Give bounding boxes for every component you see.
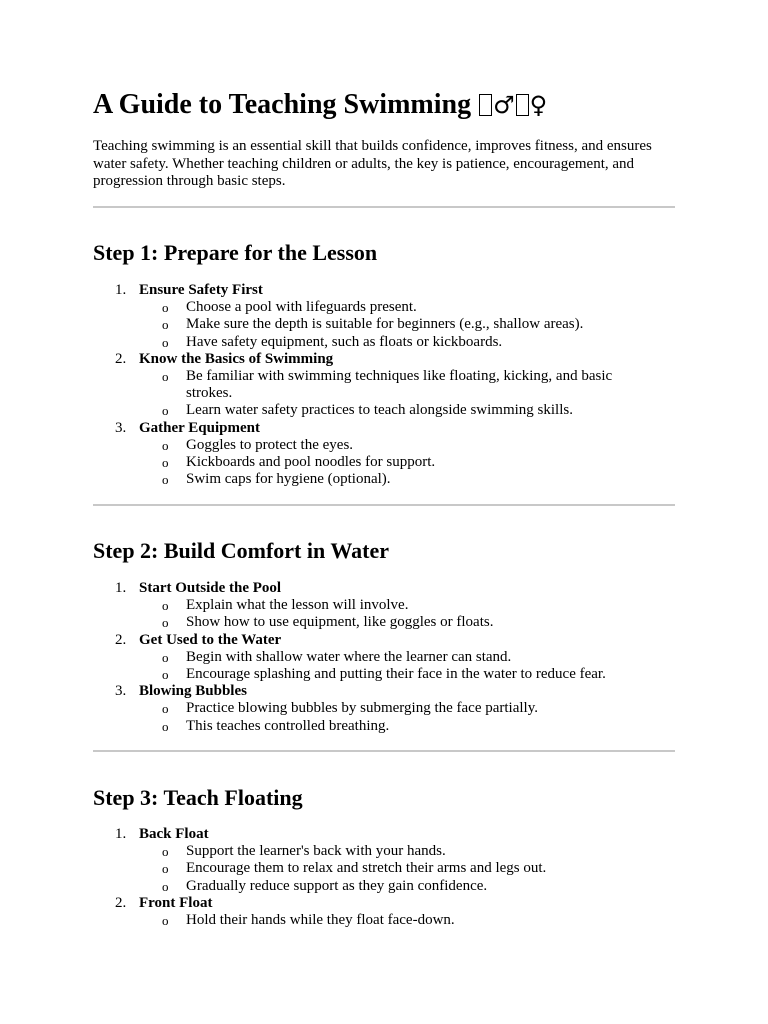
- item-number: 2.: [115, 350, 127, 367]
- item-title: Blowing Bubbles: [139, 683, 247, 700]
- sub-item: [139, 718, 675, 735]
- bullet-icon: o: [162, 649, 169, 665]
- sub-item: [139, 402, 675, 419]
- item-title: Get Used to the Water: [139, 631, 282, 648]
- sub-item-text: Show how to use equipment, like goggles or floats.: [186, 614, 494, 631]
- sub-item: [139, 437, 675, 454]
- sub-item: [139, 454, 675, 471]
- sub-item-text: Kickboards and pool noodles for support.: [186, 454, 436, 471]
- sub-item-text: Hold their hands while they float face-down.: [186, 912, 455, 929]
- sub-item-text: Gradually reduce support as they gain confidence.: [186, 877, 488, 894]
- sub-item: [139, 649, 675, 666]
- bullet-icon: o: [162, 403, 169, 419]
- sub-item-text: Choose a pool with lifeguards present.: [186, 299, 417, 316]
- intro-paragraph: Teaching swimming is an essential skill that builds confidence, improves fitness, and ensures water safety. Whether teaching children or adults, the key is patience, encouragement, and progression through basic steps.: [93, 138, 652, 189]
- bullet-icon: o: [162, 844, 169, 860]
- list-item: [93, 632, 675, 684]
- sub-item: [139, 614, 675, 631]
- sub-list: [139, 700, 675, 734]
- bullet-icon: o: [162, 667, 169, 683]
- list-item: [93, 895, 675, 929]
- sub-item: [139, 878, 675, 895]
- list-item: [93, 580, 675, 632]
- missing-glyph-icon: [479, 94, 492, 116]
- sub-item-text: Goggles to protect the eyes.: [186, 436, 354, 453]
- section-heading: Step 3: Teach Floating: [93, 785, 303, 810]
- sub-list: [139, 437, 675, 489]
- bullet-icon: o: [162, 472, 169, 488]
- bullet-icon: o: [162, 598, 169, 614]
- item-title: Gather Equipment: [139, 419, 260, 436]
- sub-list: [139, 649, 675, 683]
- list-item: [93, 282, 675, 351]
- sub-list: [139, 912, 675, 929]
- item-number: 1.: [115, 580, 127, 596]
- bullet-icon: o: [162, 300, 169, 316]
- sub-item: [139, 299, 675, 316]
- item-number: 3.: [115, 419, 127, 436]
- sub-item-text: Support the learner's back with your hands.: [186, 843, 446, 860]
- section-divider: [93, 206, 675, 208]
- bullet-icon: o: [162, 615, 169, 631]
- section-divider: [93, 750, 675, 752]
- list-item: [93, 826, 675, 895]
- sub-list: [139, 299, 675, 351]
- sub-item-text: Explain what the lesson will involve.: [186, 597, 409, 614]
- item-title: Back Float: [139, 826, 209, 842]
- sub-item-text: Learn water safety practices to teach alongside swimming skills.: [186, 402, 573, 419]
- list-item: [93, 683, 675, 735]
- missing-glyph-icon-2: [516, 94, 529, 116]
- item-title: Front Float: [139, 894, 213, 911]
- sub-item-text: Encourage them to relax and stretch their arms and legs out.: [186, 860, 547, 877]
- section-divider: [93, 504, 675, 506]
- sub-item: [139, 368, 675, 402]
- sub-item-text: Encourage splashing and putting their face in the water to reduce fear.: [186, 666, 606, 683]
- section-heading: Step 1: Prepare for the Lesson: [93, 240, 378, 265]
- item-number: 3.: [115, 683, 127, 700]
- sub-list: [139, 597, 675, 631]
- sub-list: [139, 368, 675, 420]
- section-list: [93, 826, 675, 929]
- bullet-icon: o: [162, 861, 169, 877]
- sub-item-text: Have safety equipment, such as floats or kickboards.: [186, 333, 503, 350]
- sub-item-text: Swim caps for hygiene (optional).: [186, 471, 391, 488]
- section-list: [93, 580, 675, 735]
- sub-item: [139, 860, 675, 877]
- bullet-icon: o: [162, 455, 169, 471]
- bullet-icon: o: [162, 718, 169, 734]
- item-number: 2.: [115, 894, 127, 911]
- list-item: [93, 420, 675, 489]
- item-title: Know the Basics of Swimming: [139, 350, 334, 367]
- sub-item-text: Make sure the depth is suitable for beginners (e.g., shallow areas).: [186, 316, 584, 333]
- sub-item: [139, 316, 675, 333]
- sub-item-text: Begin with shallow water where the learner can stand.: [186, 648, 512, 665]
- sub-item: [139, 471, 675, 488]
- bullet-icon: o: [162, 437, 169, 453]
- sub-list: [139, 843, 675, 895]
- section-list: [93, 282, 675, 488]
- page-title-text: A Guide to Teaching Swimming: [93, 89, 472, 120]
- sub-item: [139, 912, 675, 929]
- page-title: [93, 88, 547, 122]
- bullet-icon: o: [162, 701, 169, 717]
- bullet-icon: o: [162, 317, 169, 333]
- section-heading: Step 2: Build Comfort in Water: [93, 538, 389, 563]
- bullet-icon: o: [162, 913, 169, 929]
- female-sign-icon: ♀: [529, 91, 548, 119]
- item-title: Start Outside the Pool: [139, 580, 282, 596]
- item-title: Ensure Safety First: [139, 282, 263, 298]
- item-number: 1.: [115, 826, 127, 842]
- sub-item: [139, 597, 675, 614]
- sub-item-text: This teaches controlled breathing.: [186, 717, 390, 734]
- sub-item: [139, 700, 675, 717]
- sub-item-text: Be familiar with swimming techniques like floating, kicking, and basic strokes.: [186, 368, 613, 402]
- sub-item: [139, 843, 675, 860]
- sub-item: [139, 666, 675, 683]
- bullet-icon: o: [162, 878, 169, 894]
- sub-item-text: Practice blowing bubbles by submerging the face partially.: [186, 700, 538, 717]
- item-number: 1.: [115, 282, 127, 298]
- bullet-icon: o: [162, 369, 169, 385]
- bullet-icon: o: [162, 334, 169, 350]
- item-number: 2.: [115, 631, 127, 648]
- list-item: [93, 351, 675, 420]
- sub-item: [139, 334, 675, 351]
- male-sign-icon: ♂: [493, 91, 515, 119]
